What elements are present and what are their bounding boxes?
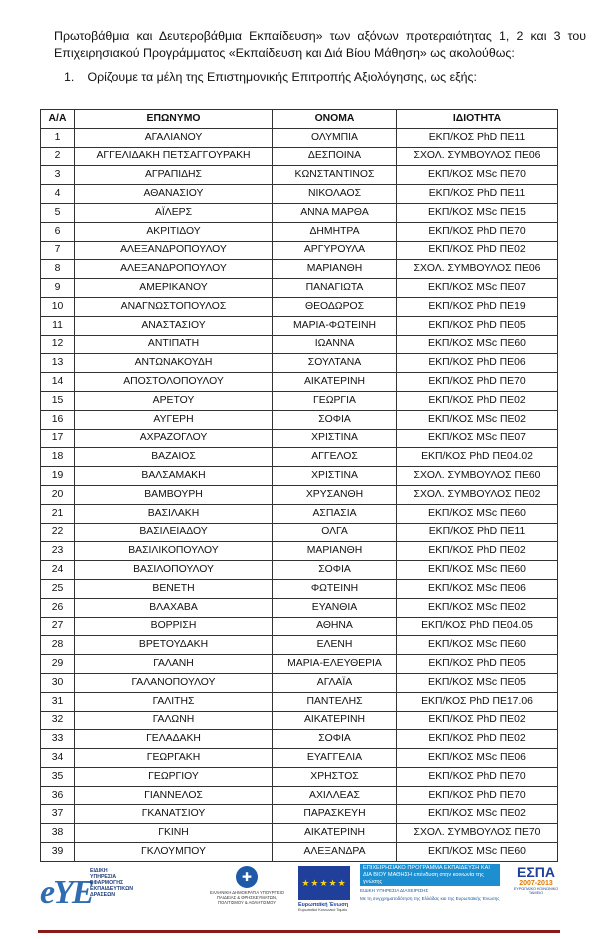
cell-name: ΑΙΚΑΤΕΡΙΝΗ: [273, 373, 397, 392]
program-logo: [360, 864, 510, 918]
cell-capacity: ΕΚΠ/ΚΟΣ MSc ΠΕ70: [397, 166, 558, 185]
cell-capacity: ΣΧΟΛ. ΣΥΜΒΟΥΛΟΣ ΠΕ02: [397, 485, 558, 504]
cell-surname: ΑΚΡΙΤΙΔΟΥ: [75, 222, 273, 241]
cell-surname: ΓΑΛΙΤΗΣ: [75, 692, 273, 711]
cell-capacity: ΣΧΟΛ. ΣΥΜΒΟΥΛΟΣ ΠΕ60: [397, 467, 558, 486]
cell-surname: ΒΛΑΧΑΒΑ: [75, 598, 273, 617]
cell-name: ΜΑΡΙΑ-ΦΩΤΕΙΝΗ: [273, 316, 397, 335]
table-row: [41, 147, 558, 166]
members-table: [40, 109, 558, 862]
table-row: [41, 749, 558, 768]
cell-name: ΑΙΚΑΤΕΡΙΝΗ: [273, 711, 397, 730]
cell-aa: 35: [41, 767, 75, 786]
cell-surname: ΒΑΣΙΛΙΚΟΠΟΥΛΟΥ: [75, 542, 273, 561]
cell-surname: ΓΚΑΝΑΤΣΙΟΥ: [75, 805, 273, 824]
cell-capacity: ΣΧΟΛ. ΣΥΜΒΟΥΛΟΣ ΠΕ06: [397, 147, 558, 166]
eu-flag-icon: ★★★★★: [298, 866, 350, 900]
cell-name: ΑΓΛΑΪΑ: [273, 673, 397, 692]
cell-aa: 21: [41, 504, 75, 523]
eye-line: ΔΡΑΣΕΩΝ: [90, 892, 116, 898]
cell-name: ΝΙΚΟΛΑΟΣ: [273, 185, 397, 204]
eu-title: Ευρωπαϊκή Ένωση: [298, 902, 349, 908]
eye-logo-mark: eYE: [40, 874, 93, 911]
table-row: [41, 485, 558, 504]
cell-aa: 24: [41, 561, 75, 580]
cell-surname: ΒΑΛΣΑΜΑΚΗ: [75, 467, 273, 486]
table-row: [41, 354, 558, 373]
table-row: [41, 203, 558, 222]
cell-capacity: ΣΧΟΛ. ΣΥΜΒΟΥΛΟΣ ΠΕ70: [397, 824, 558, 843]
table-row: [41, 410, 558, 429]
cell-name: ΔΕΣΠΟΙΝΑ: [273, 147, 397, 166]
cell-capacity: ΕΚΠ/ΚΟΣ PhD ΠΕ02: [397, 241, 558, 260]
table-row: [41, 166, 558, 185]
cell-capacity: ΕΚΠ/ΚΟΣ MSc ΠΕ60: [397, 636, 558, 655]
cell-aa: 22: [41, 523, 75, 542]
table-row: [41, 523, 558, 542]
cell-name: ΧΡΙΣΤΙΝΑ: [273, 429, 397, 448]
ministry-text: ΕΛΛΗΝΙΚΗ ΔΗΜΟΚΡΑΤΙΑ ΥΠΟΥΡΓΕΙΟ ΠΑΙΔΕΙΑΣ & ΘΡΗΣΚΕΥΜΑΤΩΝ, ΠΟΛΙΤΙΣΜΟΥ & ΑΘΛΗΤΙΣΜΟΥ: [209, 890, 285, 905]
cell-capacity: ΕΚΠ/ΚΟΣ PhD ΠΕ06: [397, 354, 558, 373]
table-row: [41, 730, 558, 749]
cell-aa: 7: [41, 241, 75, 260]
header-surname: ΕΠΩΝΥΜΟ: [75, 110, 273, 129]
table-row: [41, 805, 558, 824]
cell-capacity: ΕΚΠ/ΚΟΣ MSc ΠΕ02: [397, 410, 558, 429]
cell-name: ΜΑΡΙΑΝΘΗ: [273, 260, 397, 279]
cell-name: ΠΑΝΑΓΙΩΤΑ: [273, 279, 397, 298]
cell-aa: 13: [41, 354, 75, 373]
cell-surname: ΑΘΑΝΑΣΙΟΥ: [75, 185, 273, 204]
espa-title: ΕΣΠΑ: [517, 864, 555, 880]
table-row: [41, 655, 558, 674]
table-row: [41, 598, 558, 617]
cell-capacity: ΕΚΠ/ΚΟΣ MSc ΠΕ05: [397, 673, 558, 692]
cell-capacity: ΕΚΠ/ΚΟΣ PhD ΠΕ17.06: [397, 692, 558, 711]
cell-aa: 25: [41, 579, 75, 598]
cell-aa: 17: [41, 429, 75, 448]
cell-surname: ΑΓΡΑΠΙΔΗΣ: [75, 166, 273, 185]
cell-aa: 1: [41, 128, 75, 147]
cell-capacity: ΕΚΠ/ΚΟΣ PhD ΠΕ04.02: [397, 448, 558, 467]
cell-capacity: ΕΚΠ/ΚΟΣ MSc ΠΕ02: [397, 805, 558, 824]
cell-aa: 32: [41, 711, 75, 730]
cell-capacity: ΕΚΠ/ΚΟΣ PhD ΠΕ05: [397, 316, 558, 335]
cell-name: ΟΛΓΑ: [273, 523, 397, 542]
cell-name: ΕΛΕΝΗ: [273, 636, 397, 655]
cell-aa: 11: [41, 316, 75, 335]
cell-capacity: ΕΚΠ/ΚΟΣ PhD ΠΕ70: [397, 373, 558, 392]
cell-surname: ΒΑΖΑΙΟΣ: [75, 448, 273, 467]
table-row: [41, 373, 558, 392]
cell-surname: ΑΡΕΤΟΥ: [75, 391, 273, 410]
eye-logo-text: [90, 868, 133, 898]
cell-name: ΧΡΥΣΑΝΘΗ: [273, 485, 397, 504]
cell-aa: 5: [41, 203, 75, 222]
eu-logo: [298, 866, 356, 916]
cell-aa: 31: [41, 692, 75, 711]
cell-name: ΟΛΥΜΠΙΑ: [273, 128, 397, 147]
table-row: [41, 467, 558, 486]
cell-name: ΦΩΤΕΙΝΗ: [273, 579, 397, 598]
cell-surname: ΑΪΛΕΡΣ: [75, 203, 273, 222]
cell-capacity: ΕΚΠ/ΚΟΣ PhD ΠΕ11: [397, 523, 558, 542]
cell-surname: ΑΝΑΣΤΑΣΙΟΥ: [75, 316, 273, 335]
cell-surname: ΓΑΛΩΝΗ: [75, 711, 273, 730]
cell-name: ΜΑΡΙΑΝΘΗ: [273, 542, 397, 561]
table-row: [41, 542, 558, 561]
cell-capacity: ΕΚΠ/ΚΟΣ MSc ΠΕ07: [397, 429, 558, 448]
cell-aa: 12: [41, 335, 75, 354]
cell-name: ΚΩΝΣΤΑΝΤΙΝΟΣ: [273, 166, 397, 185]
cell-capacity: ΕΚΠ/ΚΟΣ MSc ΠΕ60: [397, 561, 558, 580]
table-row: [41, 561, 558, 580]
espa-years: 2007-2013: [519, 880, 553, 887]
cell-capacity: ΕΚΠ/ΚΟΣ MSc ΠΕ15: [397, 203, 558, 222]
cell-aa: 19: [41, 467, 75, 486]
cell-aa: 15: [41, 391, 75, 410]
cell-capacity: ΕΚΠ/ΚΟΣ PhD ΠΕ02: [397, 542, 558, 561]
cell-aa: 18: [41, 448, 75, 467]
cell-surname: ΑΓΑΛΙΑΝΟΥ: [75, 128, 273, 147]
cell-surname: ΑΝΑΓΝΩΣΤΟΠΟΥΛΟΣ: [75, 297, 273, 316]
table-row: [41, 673, 558, 692]
cell-aa: 27: [41, 617, 75, 636]
cell-aa: 3: [41, 166, 75, 185]
greek-emblem-icon: ✚: [236, 866, 258, 888]
cell-name: ΜΑΡΙΑ-ΕΛΕΥΘΕΡΙΑ: [273, 655, 397, 674]
intro-paragraph: Πρωτοβάθμια και Δευτεροβάθμια Εκπαίδευση» των αξόνων προτεραιότητας 1, 2 και 3 του Επιχειρησιακού Προγράμματος «Εκπαίδευση και Διά Βίου Μάθηση» ως ακολούθως:: [54, 29, 586, 60]
cell-name: ΑΡΓΥΡΟΥΛΑ: [273, 241, 397, 260]
table-row: [41, 222, 558, 241]
ministry-logo: [206, 866, 288, 916]
cell-aa: 38: [41, 824, 75, 843]
cell-surname: ΑΧΡΑΖΟΓΛΟΥ: [75, 429, 273, 448]
cell-name: ΑΣΠΑΣΙΑ: [273, 504, 397, 523]
cell-capacity: ΕΚΠ/ΚΟΣ MSc ΠΕ60: [397, 504, 558, 523]
cell-surname: ΓΕΩΡΓΑΚΗ: [75, 749, 273, 768]
table-body: [41, 128, 558, 861]
table-row: [41, 260, 558, 279]
cell-aa: 30: [41, 673, 75, 692]
cell-aa: 2: [41, 147, 75, 166]
cell-surname: ΒΑΣΙΛΕΙΑΔΟΥ: [75, 523, 273, 542]
table-row: [41, 335, 558, 354]
table-row: [41, 711, 558, 730]
cell-capacity: ΕΚΠ/ΚΟΣ PhD ΠΕ70: [397, 786, 558, 805]
cell-surname: ΒΕΝΕΤΗ: [75, 579, 273, 598]
program-caption: Με τη συγχρηματοδότηση της Ελλάδας και της Ευρωπαϊκής Ένωσης: [360, 896, 500, 901]
cell-aa: 37: [41, 805, 75, 824]
cell-aa: 10: [41, 297, 75, 316]
eye-line: ΕΦΑΡΜΟΓΗΣ: [90, 880, 124, 886]
cell-aa: 6: [41, 222, 75, 241]
espa-logo: [508, 864, 564, 914]
table-row: [41, 316, 558, 335]
footer-rule: [38, 930, 560, 933]
cell-surname: ΒΑΜΒΟΥΡΗ: [75, 485, 273, 504]
cell-surname: ΓΕΩΡΓΙΟΥ: [75, 767, 273, 786]
cell-aa: 39: [41, 843, 75, 862]
cell-name: ΕΥΑΓΓΕΛΙΑ: [273, 749, 397, 768]
cell-aa: 16: [41, 410, 75, 429]
eye-logo: [38, 868, 150, 914]
cell-aa: 9: [41, 279, 75, 298]
cell-surname: ΓΙΑΝΝΕΛΟΣ: [75, 786, 273, 805]
cell-surname: ΑΝΤΩΝΑΚΟΥΔΗ: [75, 354, 273, 373]
cell-name: ΣΟΦΙΑ: [273, 561, 397, 580]
cell-aa: 34: [41, 749, 75, 768]
cell-name: ΧΡΙΣΤΙΝΑ: [273, 467, 397, 486]
cell-capacity: ΕΚΠ/ΚΟΣ PhD ΠΕ70: [397, 222, 558, 241]
cell-name: ΑΝΝΑ ΜΑΡΘΑ: [273, 203, 397, 222]
cell-capacity: ΕΚΠ/ΚΟΣ PhD ΠΕ02: [397, 730, 558, 749]
cell-aa: 4: [41, 185, 75, 204]
espa-fund: ΕΥΡΩΠΑΪΚΟ ΚΟΙΝΩΝΙΚΟ ΤΑΜΕΙΟ: [513, 887, 559, 895]
cell-capacity: ΕΚΠ/ΚΟΣ MSc ΠΕ06: [397, 749, 558, 768]
cell-name: ΓΕΩΡΓΙΑ: [273, 391, 397, 410]
cell-capacity: ΕΚΠ/ΚΟΣ PhD ΠΕ02: [397, 711, 558, 730]
header-name: ΟΝΟΜΑ: [273, 110, 397, 129]
table-row: [41, 448, 558, 467]
cell-surname: ΓΚΛΟΥΜΠΟΥ: [75, 843, 273, 862]
cell-surname: ΒΑΣΙΛΑΚΗ: [75, 504, 273, 523]
cell-aa: 14: [41, 373, 75, 392]
cell-surname: ΓΚΙΝΗ: [75, 824, 273, 843]
table-row: [41, 579, 558, 598]
cell-aa: 8: [41, 260, 75, 279]
cell-name: ΧΡΗΣΤΟΣ: [273, 767, 397, 786]
cell-name: ΑΘΗΝΑ: [273, 617, 397, 636]
cell-surname: ΑΠΟΣΤΟΛΟΠΟΥΛΟΥ: [75, 373, 273, 392]
cell-surname: ΑΝΤΙΠΑΤΗ: [75, 335, 273, 354]
point-number: 1.: [64, 70, 75, 84]
eye-line: ΕΚΠΑΙΔΕΥΤΙΚΩΝ: [90, 886, 134, 892]
cell-capacity: ΕΚΠ/ΚΟΣ PhD ΠΕ04.05: [397, 617, 558, 636]
program-banner: ΕΠΙΧΕΙΡΗΣΙΑΚΟ ΠΡΟΓΡΑΜΜΑ ΕΚΠΑΙΔΕΥΣΗ ΚΑΙ ΔΙΑ ΒΙΟΥ ΜΑΘΗΣΗ επένδυση στην κοινωνία της γνώσης: [360, 864, 500, 886]
cell-capacity: ΣΧΟΛ. ΣΥΜΒΟΥΛΟΣ ΠΕ06: [397, 260, 558, 279]
cell-aa: 28: [41, 636, 75, 655]
cell-name: ΠΑΡΑΣΚΕΥΗ: [273, 805, 397, 824]
table-row: [41, 279, 558, 298]
cell-name: ΑΙΚΑΤΕΡΙΝΗ: [273, 824, 397, 843]
table-row: [41, 297, 558, 316]
cell-name: ΣΟΦΙΑ: [273, 730, 397, 749]
table-row: [41, 692, 558, 711]
cell-aa: 26: [41, 598, 75, 617]
eu-subtitle: Ευρωπαϊκό Κοινωνικό Ταμείο: [298, 908, 348, 912]
table-row: [41, 636, 558, 655]
cell-aa: 33: [41, 730, 75, 749]
cell-name: ΙΩΑΝΝΑ: [273, 335, 397, 354]
table-row: [41, 786, 558, 805]
cell-name: ΑΛΕΞΑΝΔΡΑ: [273, 843, 397, 862]
cell-name: ΔΗΜΗΤΡΑ: [273, 222, 397, 241]
table-row: [41, 128, 558, 147]
header-aa: Α/Α: [41, 110, 75, 129]
cell-surname: ΑΓΓΕΛΙΔΑΚΗ ΠΕΤΣΑΓΓΟΥΡΑΚΗ: [75, 147, 273, 166]
cell-capacity: ΕΚΠ/ΚΟΣ PhD ΠΕ70: [397, 767, 558, 786]
cell-surname: ΓΑΛΑΝΟΠΟΥΛΟΥ: [75, 673, 273, 692]
cell-capacity: ΕΚΠ/ΚΟΣ PhD ΠΕ19: [397, 297, 558, 316]
cell-surname: ΒΑΣΙΛΟΠΟΥΛΟΥ: [75, 561, 273, 580]
cell-name: ΣΟΥΛΤΑΝΑ: [273, 354, 397, 373]
eye-line: ΥΠΗΡΕΣΙΑ: [90, 874, 117, 880]
cell-surname: ΑΜΕΡΙΚΑΝΟΥ: [75, 279, 273, 298]
cell-capacity: ΕΚΠ/ΚΟΣ MSc ΠΕ07: [397, 279, 558, 298]
table-row: [41, 843, 558, 862]
cell-aa: 36: [41, 786, 75, 805]
cell-surname: ΒΟΡΡΙΣΗ: [75, 617, 273, 636]
table-row: [41, 391, 558, 410]
table-header-row: [41, 110, 558, 129]
cell-capacity: ΕΚΠ/ΚΟΣ PhD ΠΕ05: [397, 655, 558, 674]
header-capacity: ΙΔΙΟΤΗΤΑ: [397, 110, 558, 129]
cell-capacity: ΕΚΠ/ΚΟΣ MSc ΠΕ60: [397, 843, 558, 862]
cell-capacity: ΕΚΠ/ΚΟΣ MSc ΠΕ60: [397, 335, 558, 354]
cell-surname: ΓΑΛΑΝΗ: [75, 655, 273, 674]
cell-capacity: ΕΚΠ/ΚΟΣ PhD ΠΕ02: [397, 391, 558, 410]
footer-logos: [38, 864, 563, 920]
table-row: [41, 504, 558, 523]
table-row: [41, 429, 558, 448]
cell-capacity: ΕΚΠ/ΚΟΣ PhD ΠΕ11: [397, 128, 558, 147]
eye-line: ΕΙΔΙΚΗ: [90, 868, 108, 874]
cell-name: ΣΟΦΙΑ: [273, 410, 397, 429]
cell-capacity: ΕΚΠ/ΚΟΣ PhD ΠΕ11: [397, 185, 558, 204]
cell-surname: ΑΥΓΕΡΗ: [75, 410, 273, 429]
table-row: [41, 617, 558, 636]
point-1: [64, 70, 477, 84]
cell-name: ΕΥΑΝΘΙΑ: [273, 598, 397, 617]
cell-surname: ΓΕΛΑΔΑΚΗ: [75, 730, 273, 749]
table-row: [41, 185, 558, 204]
table-row: [41, 824, 558, 843]
cell-capacity: ΕΚΠ/ΚΟΣ MSc ΠΕ06: [397, 579, 558, 598]
cell-name: ΠΑΝΤΕΛΗΣ: [273, 692, 397, 711]
program-subtitle: ΕΙΔΙΚΗ ΥΠΗΡΕΣΙΑ ΔΙΑΧΕΙΡΙΣΗΣ: [360, 888, 429, 893]
table-row: [41, 241, 558, 260]
cell-surname: ΑΛΕΞΑΝΔΡΟΠΟΥΛΟΥ: [75, 241, 273, 260]
table-row: [41, 767, 558, 786]
cell-name: ΑΧΙΛΛΕΑΣ: [273, 786, 397, 805]
cell-aa: 29: [41, 655, 75, 674]
cell-capacity: ΕΚΠ/ΚΟΣ MSc ΠΕ02: [397, 598, 558, 617]
cell-surname: ΒΡΕΤΟΥΔΑΚΗ: [75, 636, 273, 655]
point-text: Ορίζουμε τα μέλη της Επιστημονικής Επιτροπής Αξιολόγησης, ως εξής:: [87, 70, 477, 84]
cell-surname: ΑΛΕΞΑΝΔΡΟΠΟΥΛΟΥ: [75, 260, 273, 279]
cell-aa: 23: [41, 542, 75, 561]
cell-aa: 20: [41, 485, 75, 504]
cell-name: ΘΕΟΔΩΡΟΣ: [273, 297, 397, 316]
cell-name: ΑΓΓΕΛΟΣ: [273, 448, 397, 467]
